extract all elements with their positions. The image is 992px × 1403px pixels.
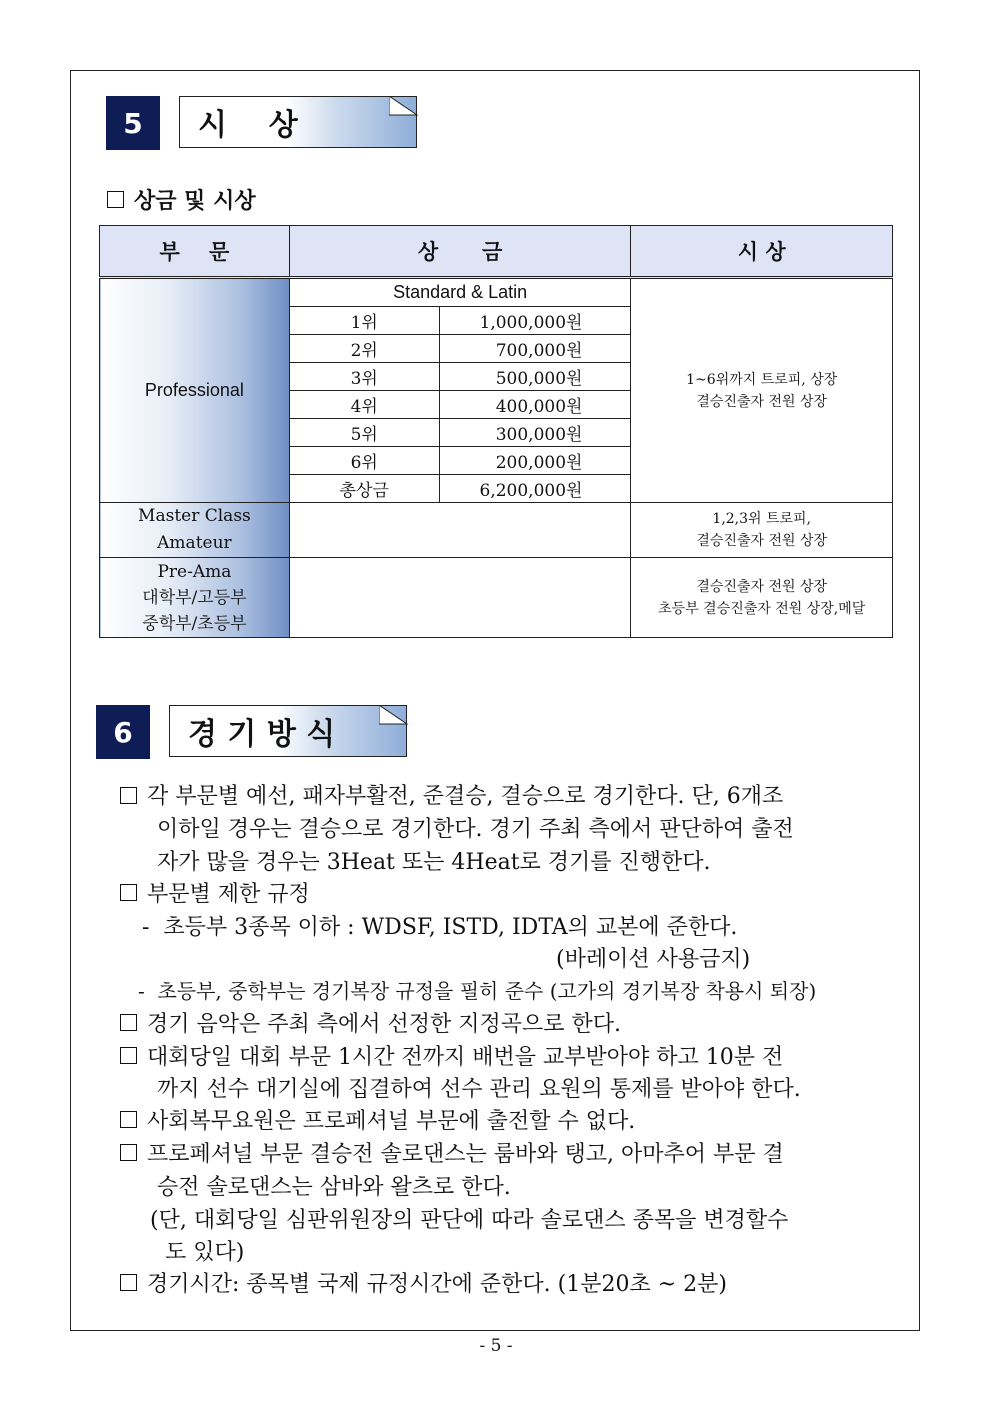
rule-line [120, 1267, 727, 1298]
award-line: 결승진출자 전원 상장 [696, 393, 828, 410]
rule-line: (단, 대회당일 심판위원장의 판단에 따라 솔로댄스 종목을 변경할수 [150, 1208, 789, 1233]
table-row [100, 558, 893, 638]
rule-text: 부문별 제한 규정 [147, 882, 310, 907]
checkbox-icon [120, 1144, 137, 1161]
checkbox-icon [120, 1274, 137, 1291]
rule-text: 프로페셔널 부문 결승전 솔로댄스는 룸바와 탱고, 아마추어 부문 결 [147, 1142, 784, 1167]
award-professional [631, 278, 893, 503]
amount-cell: 200,000원 [439, 447, 631, 475]
section-title: 시 상 [179, 96, 417, 148]
checkbox-icon [120, 1014, 137, 1031]
corner-fold-icon [379, 705, 409, 725]
checkbox-icon [107, 191, 124, 208]
rule-line [120, 1007, 621, 1038]
category-cell: Standard & Latin [289, 278, 631, 307]
rule-line [120, 1104, 635, 1135]
rule-line [120, 877, 310, 908]
amount-cell: 700,000원 [439, 335, 631, 363]
rule-line: 도 있다) [165, 1240, 245, 1265]
table-header-row [100, 226, 893, 278]
subtitle-text: 상금 및 시상 [134, 189, 256, 214]
checkbox-icon [120, 1111, 137, 1128]
section-5-header [106, 96, 418, 150]
rule-line: 이하일 경우는 결승으로 경기한다. 경기 주최 측에서 판단하여 출전 [157, 817, 794, 842]
prize-table [99, 225, 893, 638]
award-line: 1,2,3위 트로피, [712, 511, 812, 527]
division-preama [100, 558, 290, 638]
rule-line [120, 1137, 784, 1168]
award-line: 결승진출자 전원 상장 [696, 578, 828, 595]
rule-line: - 초등부 3종목 이하 : WDSF, ISTD, IDTA의 교본에 준한다. [142, 915, 738, 940]
header-award: 시 상 [631, 226, 893, 278]
checkbox-icon [120, 1047, 137, 1064]
rule-line: 까지 선수 대기실에 집결하여 선수 관리 요원의 통제를 받아야 한다. [157, 1077, 801, 1102]
page-number: - 5 - [479, 1336, 513, 1356]
section-6-header [96, 705, 408, 759]
award-line: 1~6위까지 트로피, 상장 [686, 371, 838, 388]
rule-text: 사회복무요원은 프로페셔널 부문에 출전할 수 없다. [147, 1109, 636, 1134]
section-number: 6 [96, 705, 150, 759]
prize-empty-cell [289, 503, 631, 558]
checkbox-icon [120, 884, 137, 901]
rank-cell: 총상금 [289, 475, 439, 503]
rule-line: 자가 많을 경우는 3Heat 또는 4Heat로 경기를 진행한다. [157, 850, 711, 875]
division-line: 대학부/고등부 [142, 587, 247, 608]
amount-cell: 1,000,000원 [439, 307, 631, 335]
award-line: 초등부 결승진출자 전원 상장,메달 [658, 600, 866, 617]
amount-cell: 500,000원 [439, 363, 631, 391]
rank-cell: 4위 [289, 391, 439, 419]
header-prize: 상 금 [289, 226, 631, 278]
division-line: Master Class [138, 506, 251, 526]
division-line: Amateur [157, 533, 232, 553]
division-professional: Professional [100, 278, 290, 503]
division-line: Pre-Ama [157, 561, 232, 582]
prize-empty-cell [289, 558, 631, 638]
rank-cell: 5위 [289, 419, 439, 447]
header-division: 부 문 [100, 226, 290, 278]
rule-line: - 초등부, 중학부는 경기복장 규정을 필히 준수 (고가의 경기복장 착용시 퇴장) [138, 979, 817, 1003]
rule-text: 각 부문별 예선, 패자부활전, 준결승, 결승으로 경기한다. 단, 6개조 [147, 784, 784, 809]
corner-fold-icon [389, 96, 419, 116]
rank-cell: 3위 [289, 363, 439, 391]
rule-text: 경기시간: 종목별 국제 규정시간에 준한다. (1분20초 ~ 2분) [147, 1272, 727, 1297]
table-row [100, 278, 893, 307]
rank-cell: 2위 [289, 335, 439, 363]
award-line: 결승진출자 전원 상장 [696, 533, 828, 549]
rule-line: 승전 솔로댄스는 삼바와 왈츠로 한다. [157, 1175, 511, 1200]
amount-cell: 300,000원 [439, 419, 631, 447]
section-title: 경 기 방 식 [169, 705, 407, 757]
division-line: 중학부/초등부 [142, 613, 247, 634]
rule-text: 대회당일 대회 부문 1시간 전까지 배번을 교부받아야 하고 10분 전 [147, 1045, 784, 1070]
rank-cell: 6위 [289, 447, 439, 475]
award-preama [631, 558, 893, 638]
rank-cell: 1위 [289, 307, 439, 335]
table-row [100, 503, 893, 558]
checkbox-icon [120, 787, 137, 804]
rule-line: (바레이션 사용금지) [556, 947, 751, 972]
section-number: 5 [106, 96, 160, 150]
rule-text: 경기 음악은 주최 측에서 선정한 지정곡으로 한다. [147, 1012, 621, 1037]
award-master [631, 503, 893, 558]
amount-cell: 6,200,000원 [439, 475, 631, 503]
amount-cell: 400,000원 [439, 391, 631, 419]
rule-line [120, 1040, 783, 1071]
prize-subtitle [107, 184, 256, 215]
rule-line [120, 779, 898, 810]
division-master [100, 503, 290, 558]
